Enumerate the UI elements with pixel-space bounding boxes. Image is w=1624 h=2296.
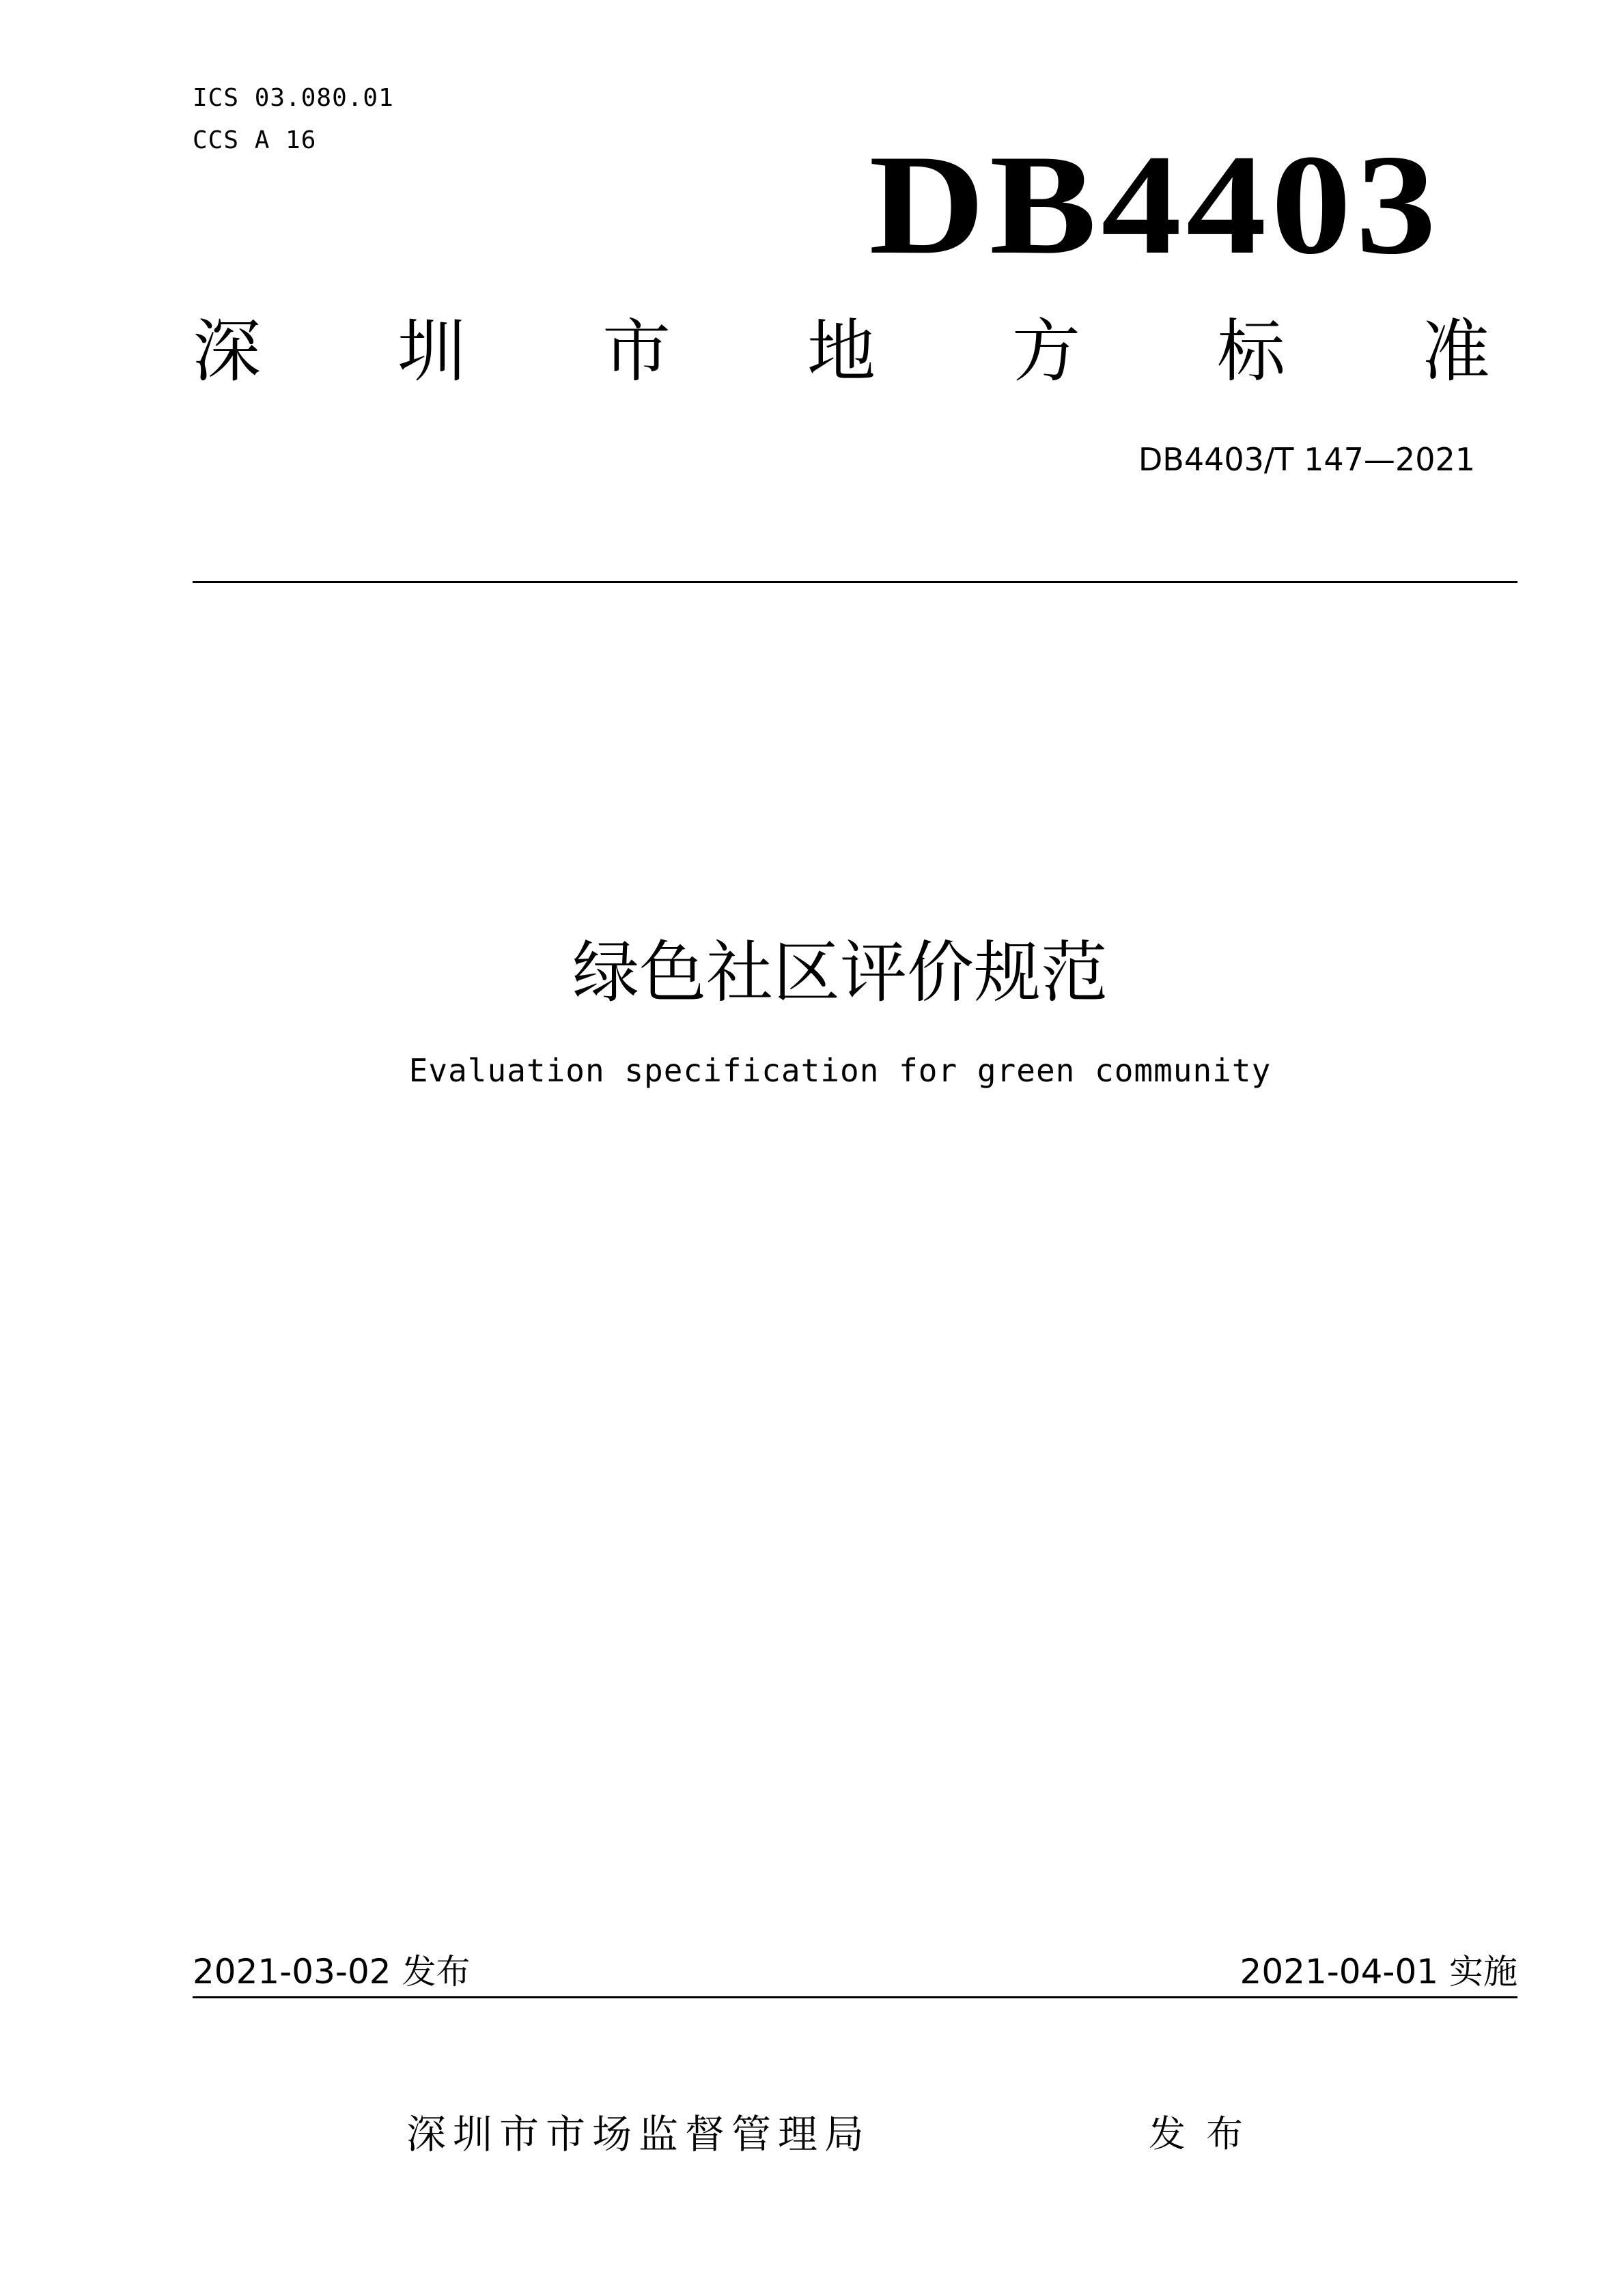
ics-code: ICS 03.080.01	[193, 84, 394, 112]
standard-type-char: 方	[1012, 311, 1080, 391]
bottom-divider	[193, 1996, 1517, 1998]
title-chinese: 绿色社区评价规范	[572, 934, 1108, 1012]
issue-label: 发布	[1149, 2112, 1263, 2155]
title-english: Evaluation specification for green community	[408, 1052, 1272, 1089]
standard-type-heading	[193, 311, 1490, 393]
standard-number: DB4403/T 147—2021	[1138, 441, 1475, 478]
standard-type-char: 地	[807, 311, 876, 391]
standard-type-char: 市	[602, 311, 671, 391]
standard-type-char: 深	[193, 311, 261, 391]
ccs-code: CCS A 16	[193, 126, 317, 154]
db-code-logo: DB4403	[869, 126, 1441, 284]
standard-type-char: 圳	[397, 311, 466, 391]
standard-type-char: 准	[1422, 311, 1490, 391]
issuing-authority: 深圳市市场监督管理局	[406, 2111, 871, 2157]
top-divider	[193, 581, 1517, 583]
issue-date: 2021-03-02 发布	[193, 1952, 471, 1992]
standard-type-char: 标	[1217, 311, 1285, 391]
implementation-date: 2021-04-01 实施	[1240, 1952, 1517, 1992]
